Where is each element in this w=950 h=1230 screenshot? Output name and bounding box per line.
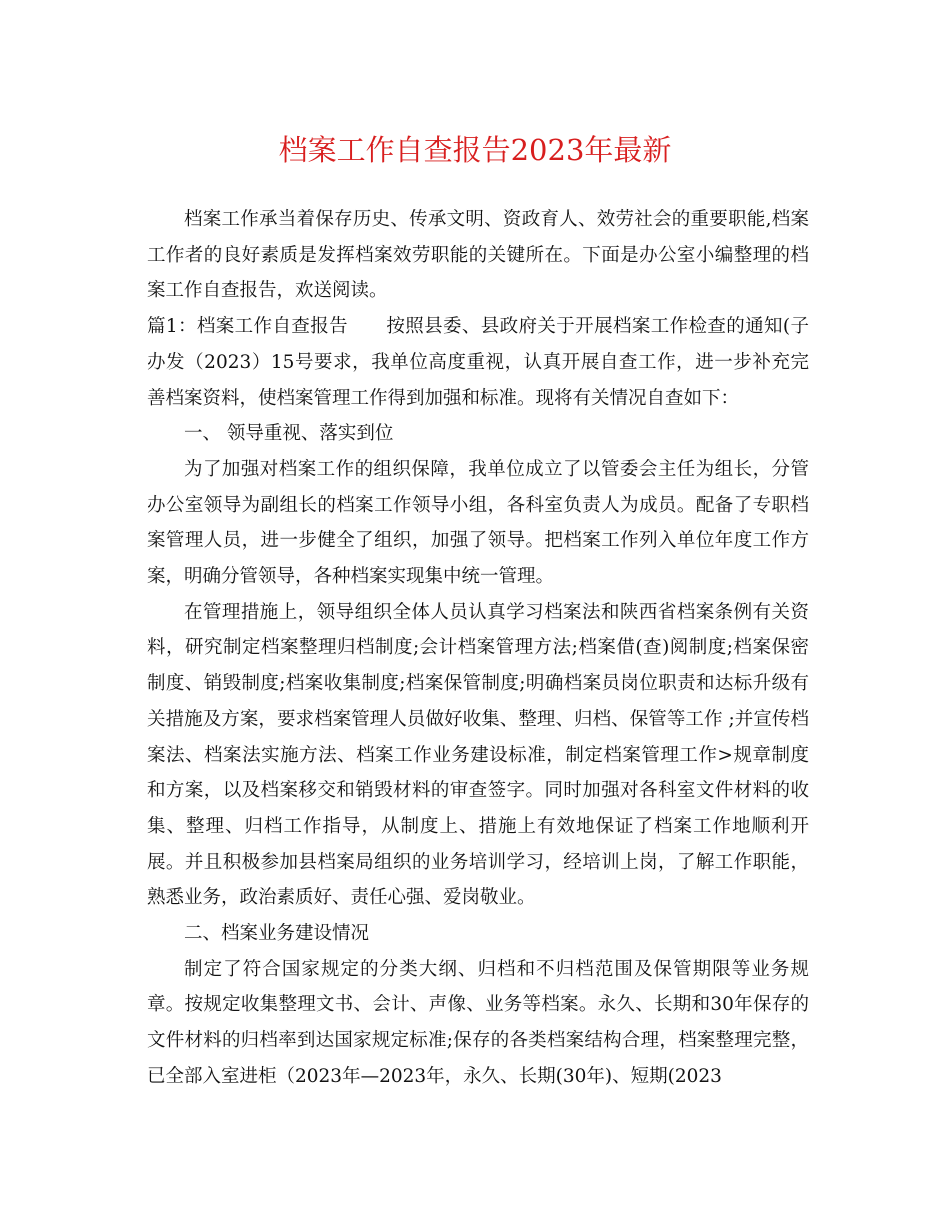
section2-heading: 二、档案业务建设情况 <box>184 923 370 945</box>
section1-paragraph-2: 在管理措施上，领导组织全体人员认真学习档案法和陕西省档案条例有关资料，研究制定档案整理归档制度;会计档案管理方法;档案借(查)阅制度;档案保密制度、销毁制度;档案收集制度;档案保管制度;明确档案员岗位职责和达标升级有关措施及方案，要求档案管理人员做好收集、整理、归档、保管等工作 ;并宣传档案法、档案法实施方法、档案工作业务建设标准，制定档案管理工作>规章制度和方案，以及档案移交和销毁材料的审查签字。同时加强对各科室文件材料的收集、整理、归档工作指导，从制度上、措施上有效地保证了档案工作地顺利开展。并且积极参加县档案局组织的业务培训学习，经培训上岗，了解工作职能，熟悉业务，政治素质好、责任心强、爱岗敬业。 <box>147 601 809 909</box>
section2-paragraph-1: 制定了符合国家规定的分类大纲、归档和不归档范围及保管期限等业务规章。按规定收集整理文书、会计、声像、业务等档案。永久、长期和30年保存的文件材料的归档率到达国家规定标准;保存的各类档案结构合理，档案整理完整，已全部入室进柜（2023年—2023年，永久、长期(30年)、短期(2023 <box>147 958 809 1087</box>
document-title: 档案工作自查报告2023年最新 <box>278 133 672 167</box>
section1-heading: 一、 领导重视、落实到位 <box>184 423 394 445</box>
part-text: 按照县委、县政府关于开展档案工作检查的通知(子办发（2023）15号要求，我单位高度重视，认真开展自查工作，进一步补充完善档案资料，使档案管理工作得到加强和标准。现将有关情况自查如下： <box>147 316 809 409</box>
document-body <box>147 202 809 1095</box>
part-paragraph <box>147 309 809 416</box>
intro-paragraph: 档案工作承当着保存历史、传承文明、资政育人、效劳社会的重要职能,档案工作者的良好素质是发挥档案效劳职能的关键所在。下面是办公室小编整理的档案工作自查报告，欢送阅读。 <box>147 209 809 302</box>
part-label: 篇1：档案工作自查报告 <box>147 316 348 338</box>
section1-paragraph-1: 为了加强对档案工作的组织保障，我单位成立了以管委会主任为组长，分管办公室领导为副组长的档案工作领导小组，各科室负责人为成员。配备了专职档案管理人员，进一步健全了组织，加强了领导。把档案工作列入单位年度工作方案，明确分管领导，各种档案实现集中统一管理。 <box>147 458 809 588</box>
